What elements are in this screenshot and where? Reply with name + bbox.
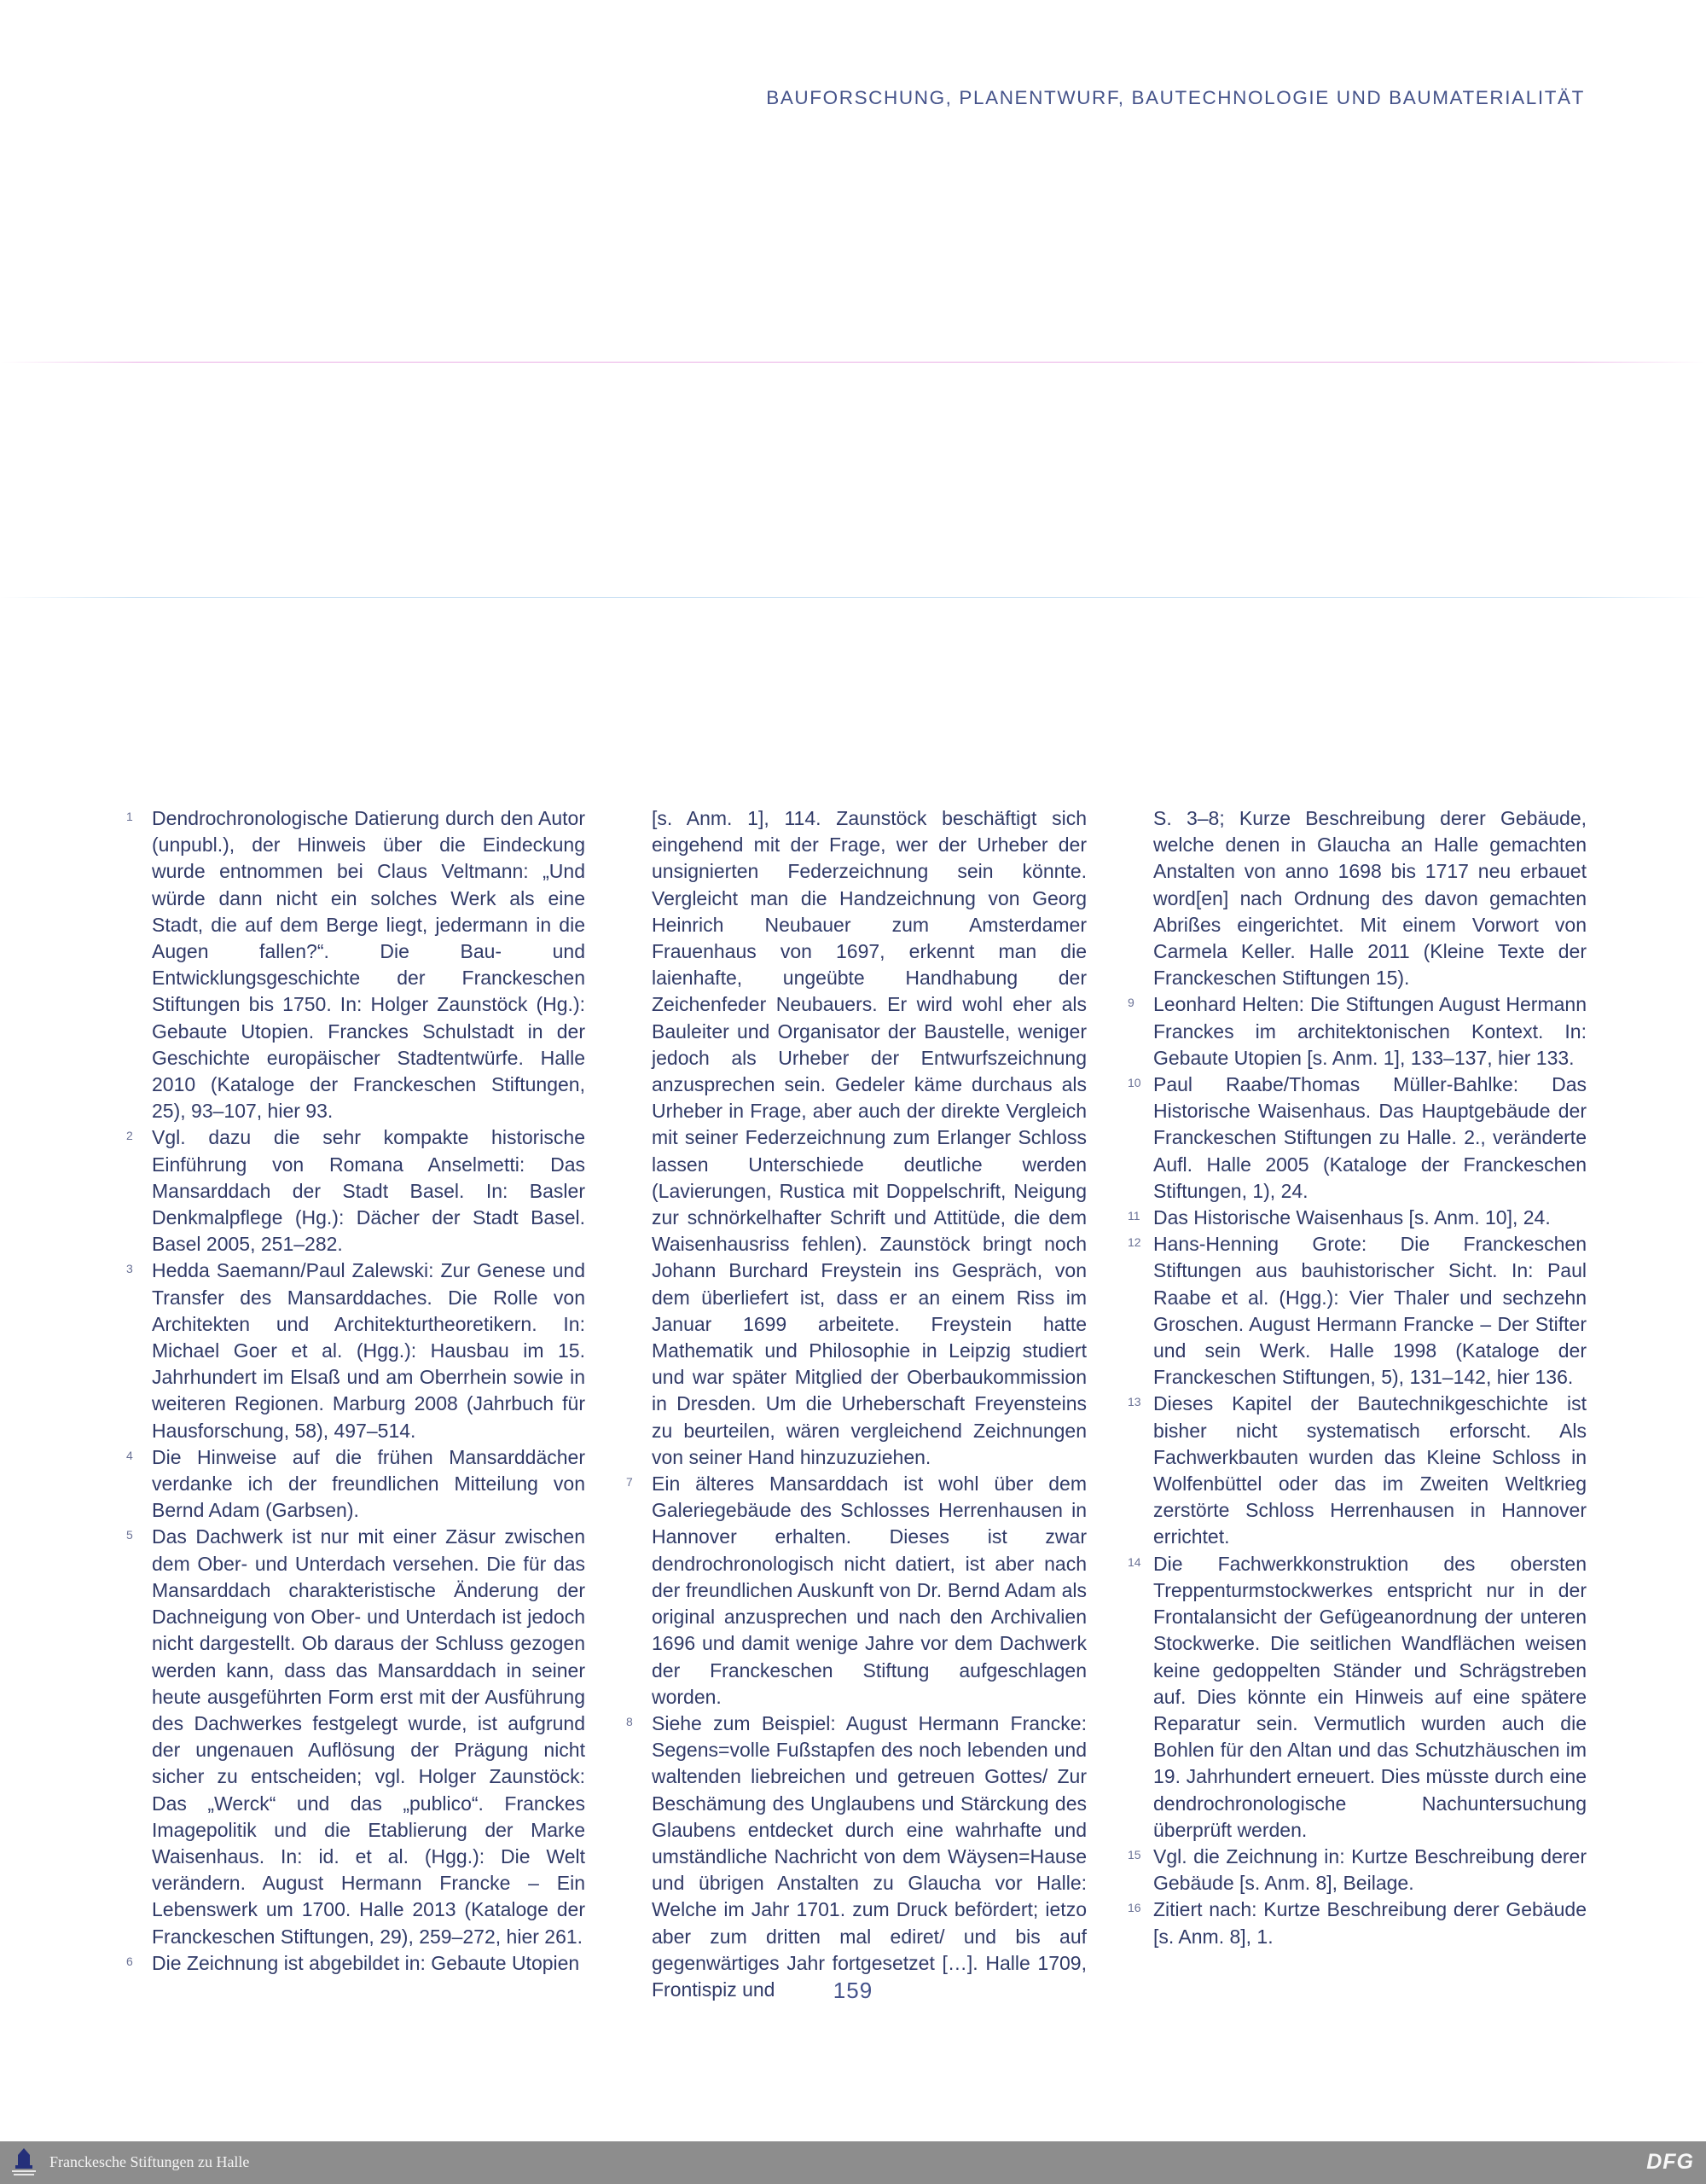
footnote-text: Siehe zum Beispiel: August Hermann Francke: Segens=volle Fußstapfen des noch lebenden und waltenden liebreichen und getreuen Gottes/ Zur Beschämung des Unglaubens und Stärckung des Glaubens entdecket durch eine wahrhafte und umständliche Nachricht von dem Wäysen=Hause und übrigen Anstalten zu Glaucha vor Halle: Welche im Jahr 1701. zum Druck befördert; ietzo aber zum dritten mal ediret/ und bis auf gegenwärtiges Jahr fortgesetzet […]. Halle 1709, Frontispiz und [652, 1711, 1087, 2001]
footnote [119, 805, 585, 1124]
footnote-text: Die Hinweise auf die frühen Mansarddächer verdanke ich der freundlichen Mitteilung von Bernd Adam (Garbsen). [152, 1445, 585, 1522]
footnote-number: 9 [1128, 996, 1134, 1010]
middle-rule [0, 597, 1706, 598]
running-head: BAUFORSCHUNG, PLANENTWURF, BAUTECHNOLOGIE UND BAUMATERIALITÄT [766, 87, 1585, 108]
footnote [119, 1444, 585, 1525]
footnote-text: Dieses Kapitel der Bautechnikgeschichte ist bisher nicht systematisch erforscht. Als Fachwerkbauten wurden das Kleine Schloss in Wolfenbüttel oder das im Zweiten Weltkrieg zerstörte Schloss Herrenhausen in Hannover errichtet. [1153, 1392, 1587, 1548]
footnote-text: Zitiert nach: Kurtze Beschreibung derer Gebäude [s. Anm. 8], 1. [1153, 1898, 1587, 1948]
footnote-number: 6 [126, 1954, 133, 1968]
footnote-number: 11 [1128, 1209, 1140, 1223]
page-number: 159 [833, 1978, 873, 2003]
footnote-text: Paul Raabe/Thomas Müller-Bahlke: Das Historische Waisenhaus. Das Hauptgebäude der Franckeschen Stiftungen zu Halle. 2., veränderte Aufl. Halle 2005 (Kataloge der Franckeschen Stiftungen, 1), 24. [1153, 1073, 1587, 1202]
footnote-text: Die Fachwerkkonstruktion des obersten Treppenturmstockwerkes entspricht nur in der Frontalansicht der Gefügeanordnung der unteren Stockwerke. Die seitlichen Wandflächen weisen keine gedoppelten Ständer und Schrägstreben auf. Dies könnte ein Hinweis auf eine spätere Reparatur sein. Vermutlich wurden auch die Bohlen für den Altan und das Schutzhäuschen im 19. Jahrhundert erneuert. Dies müsste durch eine dendrochronologische Nachuntersuchung überprüft werden. [1153, 1552, 1587, 1841]
footnote-continuation: [s. Anm. 1], 114. Zaunstöck beschäftigt sich eingehend mit der Frage, wer der Urheber der unsignierten Federzeichnung sein könnte. Vergleicht man die Handzeichnung von Georg Heinrich Neubauer zum Amsterdamer Frauenhaus von 1697, erkennt man die laienhafte, ungeübte Handhabung der Zeichenfeder Neubauers. Er wird wohl eher als Bauleiter und Organisator der Baustelle, weniger jedoch als Urheber der Entwurfszeichnung anzusprechen sein. Gedeler käme durchaus als Urheber in Frage, aber auch der direkte Vergleich mit seiner Federzeichnung zum Erlanger Schloss lassen Unterschiede deutliche werden (Lavierungen, Rustica mit Doppelschrift, Neigung zur schnörkelhafter Schrift und Attitüde, die dem Waisenhausriss fehlen). Zaunstöck bringt noch Johann Burchard Freystein ins Gespräch, von dem überliefert ist, dass er an einem Riss im Januar 1699 arbeitete. Freystein hatte Mathematik und Philosophie in Leipzig studiert und war später Mitglied der Oberbaukommission in Dresden. Um die Urheberschaft Freyensteins zu beurteilen, wären vergleichend Zeichnungen von seiner Hand hinzuzuziehen. [652, 807, 1087, 1468]
footnote-number: 8 [626, 1714, 633, 1728]
footnote [1121, 1391, 1587, 1550]
footnote-number: 12 [1128, 1235, 1141, 1250]
footnote-text: Leonhard Helten: Die Stiftungen August Hermann Franckes im architektonischen Kontext. In: Gebaute Utopien [s. Anm. 1], 133–137, hier 133. [1153, 993, 1587, 1069]
footnote-text: Die Zeichnung ist abgebildet in: Gebaute Utopien [152, 1951, 580, 1974]
footnote-number: 15 [1128, 1847, 1141, 1862]
footnote-text: Hedda Saemann/Paul Zalewski: Zur Genese und Transfer des Mansarddaches. Die Rolle von Architekten und Architekturtheoretikern. In: Michael Goer et al. (Hgg.): Hausbau im 15. Jahrhundert im Elsaß und am Oberrhein sowie in weiteren Regionen. Marburg 2008 (Jahrbuch für Hausforschung, 58), 497–514. [152, 1259, 585, 1442]
footnote-number: 4 [126, 1448, 133, 1462]
footnote [619, 1471, 1087, 1711]
footnote [1121, 1072, 1587, 1205]
footnote-column-2 [619, 805, 1087, 2003]
footnote-number: 16 [1128, 1901, 1141, 1915]
footnote-number: 3 [126, 1262, 133, 1276]
footnote [119, 1258, 585, 1443]
footnote-text: Das Dachwerk ist nur mit einer Zäsur zwischen dem Ober- und Unterdach versehen. Die für das Mansarddach charakteristische Änderung der Dachneigung von Ober- und Unterdach ist jedoch nicht dargestellt. Ob daraus der Schluss gezogen werden kann, dass das Mansarddach in seiner heute ausgeführten Form erst mit der Ausführung des Dachwerkes festgelegt wurde, ist aufgrund der ungenauen Auflösung der Prägung nicht sicher zu entscheiden; vgl. Holger Zaunstöck: Das „Werck“ und das „publico“. Franckes Imagepolitik und die Etablierung der Marke Waisenhaus. In: id. et al. (Hgg.): Die Welt verändern. August Hermann Francke – Ein Lebenswerk um 1700. Halle 2013 (Kataloge der Franckeschen Stiftungen, 29), 259–272, hier 261. [152, 1525, 585, 1948]
footnote-number: 14 [1128, 1554, 1141, 1569]
footnote-text: Ein älteres Mansarddach ist wohl über dem Galeriegebäude des Schlosses Herrenhausen in Hannover erhalten. Dieses ist zwar dendrochronologisch nicht datiert, ist aber nach der freundlichen Auskunft von Dr. Bernd Adam als original anzusprechen und nach den Archivalien 1696 und damit wenige Jahre vor dem Dachwerk der Franckeschen Stiftung aufgeschlagen worden. [652, 1472, 1087, 1708]
footnote-column-1 [119, 805, 585, 1977]
footnote [1121, 991, 1587, 1072]
footnote [1121, 1844, 1587, 1896]
footnote-text: Vgl. dazu die sehr kompakte historische Einführung von Romana Anselmetti: Das Mansarddach der Stadt Basel. In: Basler Denkmalpflege (Hg.): Dächer der Stadt Basel. Basel 2005, 251–282. [152, 1126, 585, 1256]
footnote-text: Hans-Henning Grote: Die Franckeschen Stiftungen aus bauhistorischer Sicht. In: Paul Raabe et al. (Hgg.): Vier Thaler und sechzehn Groschen. August Hermann Francke – Der Stifter und sein Werk. Halle 1998 (Kataloge der Franckeschen Stiftungen, 5), 131–142, hier 136. [1153, 1233, 1587, 1389]
top-rule [0, 362, 1706, 363]
footnote-number: 5 [126, 1528, 133, 1542]
footnote [1121, 1231, 1587, 1391]
footnote [1121, 1205, 1587, 1231]
footnote-text: Das Historische Waisenhaus [s. Anm. 10], 24. [1153, 1206, 1551, 1229]
footnote-continuation: S. 3–8; Kurze Beschreibung derer Gebäude, welche denen in Glaucha an Halle gemachten Anstalten von anno 1698 bis 1717 neu erbauet word[en] nach Ordnung des davon gemachten Abrißes eingerichtet. Mit einem Vorwort von Carmela Keller. Halle 2011 (Kleine Texte der Franckeschen Stiftungen 15). [1153, 807, 1587, 990]
footnote-text: Vgl. die Zeichnung in: Kurtze Beschreibung derer Gebäude [s. Anm. 8], Beilage. [1153, 1844, 1587, 1895]
footer-institution: Franckesche Stiftungen zu Halle [49, 2153, 250, 2170]
footnote-number: 13 [1128, 1395, 1141, 1409]
footnote-text: Dendrochronologische Datierung durch den Autor (unpubl.), der Hinweis über die Eindeckung wurde entnommen bei Claus Veltmann: „Und würde dann nicht ein solches Werk als eine Stadt, die auf dem Berge liegt, jedermann in die Augen fallen?“. Die Bau- und Entwicklungsgeschichte der Franckeschen Stiftungen bis 1750. In: Holger Zaunstöck (Hg.): Gebaute Utopien. Franckes Schulstadt in der Geschichte europäischer Stadtentwürfe. Halle 2010 (Kataloge der Franckeschen Stiftungen, 25), 93–107, hier 93. [152, 807, 585, 1123]
footnote-number: 7 [626, 1475, 633, 1490]
footnote-number: 1 [126, 810, 133, 823]
footnote-column-3 [1121, 805, 1587, 1950]
footnote [1121, 1896, 1587, 1949]
footnote [119, 1950, 585, 1977]
footnote [119, 1524, 585, 1949]
footnote [1121, 1551, 1587, 1844]
dfg-logo: DFG [1646, 2150, 1694, 2174]
footnote-number: 2 [126, 1129, 133, 1143]
footnote [619, 1711, 1087, 2003]
footer-bar [0, 2141, 1706, 2184]
foundation-logo-icon [7, 2145, 41, 2181]
footnote [119, 1124, 585, 1258]
footnote-number: 10 [1128, 1076, 1141, 1090]
